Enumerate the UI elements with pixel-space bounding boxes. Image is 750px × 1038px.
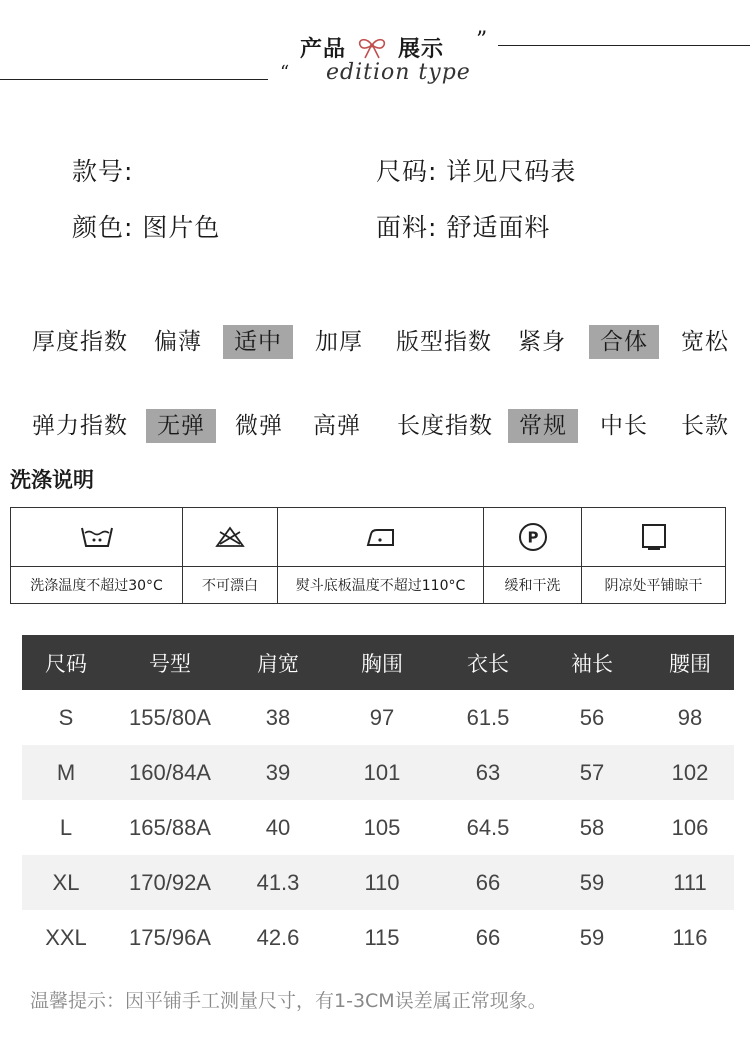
- table-row: [22, 855, 734, 910]
- wash-label: 洗涤温度不超过30°C: [30, 578, 163, 594]
- thickness-option: 偏薄: [154, 329, 202, 355]
- wash-cell: [278, 508, 484, 603]
- table-cell: M: [56, 759, 76, 785]
- iron-icon: [278, 508, 483, 567]
- size-table: [22, 635, 734, 965]
- table-cell: 61.5: [466, 704, 510, 730]
- fit-label: 版型指数: [396, 329, 492, 355]
- svg-text:P: P: [527, 528, 538, 547]
- wash-label: 不可漂白: [202, 578, 258, 594]
- table-cell: 39: [265, 759, 291, 785]
- washing-table: [10, 507, 726, 604]
- table-cell: XL: [52, 869, 80, 895]
- table-cell: 98: [677, 704, 703, 730]
- length-option-selected: 常规: [508, 409, 578, 443]
- table-cell: 97: [369, 704, 395, 730]
- elasticity-label: 弹力指数: [32, 413, 128, 439]
- section-title: [300, 32, 444, 63]
- elasticity-option: 微弹: [235, 413, 283, 439]
- fabric-info: 面料: 舒适面料: [376, 213, 551, 242]
- thickness-option-selected: 适中: [223, 325, 293, 359]
- table-cell: 57: [579, 759, 605, 785]
- wash-label: 阴凉处平铺晾干: [604, 578, 703, 594]
- table-cell: 160/84A: [129, 759, 211, 785]
- quote-open: “: [280, 62, 290, 83]
- table-cell: 170/92A: [129, 869, 211, 895]
- dry-clean-p-icon: [484, 508, 581, 567]
- header-rule-left: [0, 79, 268, 80]
- table-cell: XXL: [45, 924, 87, 950]
- table-row: [22, 690, 734, 745]
- bow-icon: [354, 37, 390, 59]
- table-cell: 56: [579, 704, 605, 730]
- style-number: 款号:: [72, 157, 134, 186]
- thickness-option: 加厚: [315, 329, 363, 355]
- title-right: 展示: [398, 37, 445, 62]
- table-cell: 38: [265, 704, 291, 730]
- table-cell: 40: [265, 814, 291, 840]
- wash-cell: [11, 508, 183, 603]
- wash-label: 缓和干洗: [504, 578, 561, 594]
- header-cell: 袖长: [571, 651, 613, 676]
- table-cell: 106: [671, 814, 709, 840]
- section-subtitle: edition type: [326, 60, 471, 85]
- table-cell: 66: [475, 869, 501, 895]
- table-cell: S: [58, 704, 74, 730]
- table-cell: 66: [475, 924, 501, 950]
- table-cell: 175/96A: [129, 924, 211, 950]
- elasticity-option-selected: 无弹: [146, 409, 216, 443]
- header-rule-right: [498, 45, 750, 46]
- table-row: [22, 910, 734, 965]
- table-cell: 155/80A: [129, 704, 211, 730]
- no-bleach-icon: [183, 508, 277, 567]
- table-cell: 41.3: [256, 869, 300, 895]
- wash-label: 熨斗底板温度不超过110°C: [295, 578, 466, 594]
- size-info: 尺码: 详见尺码表: [376, 157, 577, 186]
- wash-cell: [484, 508, 582, 603]
- fit-option: 紧身: [518, 329, 566, 355]
- table-cell: 59: [579, 869, 605, 895]
- header-cell: 腰围: [669, 651, 711, 676]
- header-cell: 尺码: [45, 651, 87, 676]
- elasticity-option: 高弹: [313, 413, 361, 439]
- quote-close: ”: [476, 28, 488, 53]
- length-option: 中长: [600, 413, 648, 439]
- table-row: [22, 800, 734, 855]
- table-cell: 102: [671, 759, 709, 785]
- length-label: 长度指数: [397, 413, 493, 439]
- thickness-label: 厚度指数: [32, 329, 128, 355]
- header-cell: 号型: [149, 651, 191, 676]
- table-cell: L: [59, 814, 73, 840]
- table-cell: 59: [579, 924, 605, 950]
- table-cell: 42.6: [256, 924, 300, 950]
- wash-30-icon: [11, 508, 182, 567]
- table-cell: 111: [673, 869, 707, 895]
- table-cell: 165/88A: [129, 814, 211, 840]
- table-cell: 105: [363, 814, 401, 840]
- table-cell: 63: [475, 759, 501, 785]
- shade-dry-flat-icon: [582, 508, 725, 567]
- table-cell: 115: [364, 924, 400, 950]
- measurement-tip: 温馨提示：因平铺手工测量尺寸，有1-3CM误差属正常现象。: [30, 990, 547, 1012]
- fit-option: 宽松: [681, 329, 729, 355]
- wash-cell: [582, 508, 725, 603]
- table-row: [22, 745, 734, 800]
- washing-title: 洗涤说明: [10, 468, 94, 492]
- table-cell: 58: [579, 814, 605, 840]
- header-cell: 衣长: [467, 651, 509, 676]
- table-cell: 110: [364, 869, 400, 895]
- color-info: 颜色: 图片色: [72, 213, 221, 242]
- table-cell: 116: [672, 924, 708, 950]
- header-cell: 胸围: [361, 651, 403, 676]
- table-cell: 64.5: [466, 814, 510, 840]
- length-option: 长款: [681, 413, 729, 439]
- fit-option-selected: 合体: [589, 325, 659, 359]
- title-left: 产品: [300, 37, 347, 62]
- header-cell: 肩宽: [257, 651, 299, 676]
- wash-cell: [183, 508, 278, 603]
- size-table-header: [22, 635, 734, 690]
- table-cell: 101: [363, 759, 401, 785]
